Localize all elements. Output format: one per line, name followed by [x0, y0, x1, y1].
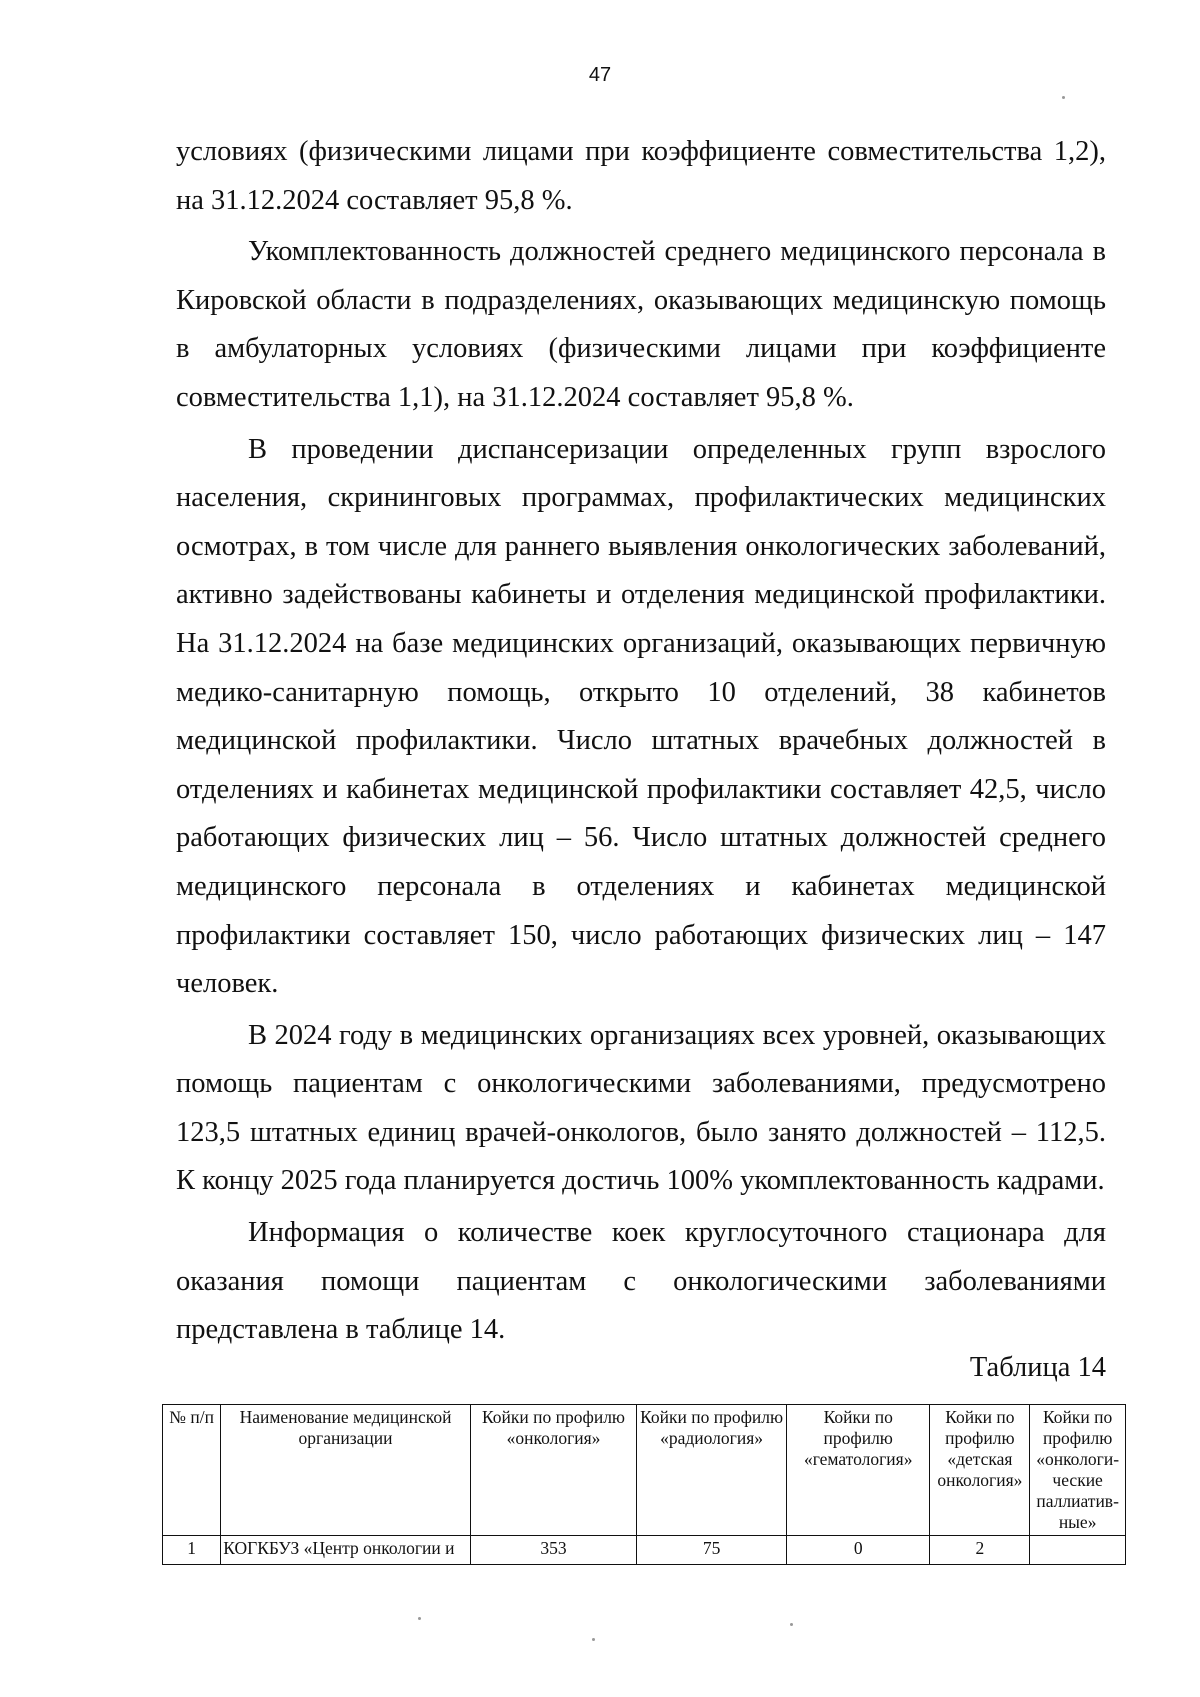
beds-table	[162, 1404, 1126, 1565]
cell-radiology: 75	[637, 1536, 787, 1565]
table-caption: Таблица 14	[969, 1352, 1106, 1383]
cell-oncology: 353	[470, 1536, 636, 1565]
cell-hematology: 0	[786, 1536, 930, 1565]
cell-number: 1	[163, 1536, 221, 1565]
header-hematology: Койки по профилю «гематология»	[786, 1405, 930, 1536]
table-header-row	[163, 1405, 1126, 1536]
header-oncology: Койки по профилю «онкология»	[470, 1405, 636, 1536]
body-text	[176, 128, 1106, 1358]
paragraph-1: условиях (физическими лицами при коэффициенте совместительства 1,2), на 31.12.2024 составляет 95,8 %.	[176, 136, 1106, 216]
header-organization: Наименование медицинской организации	[221, 1405, 471, 1536]
scan-speck	[592, 1638, 595, 1641]
header-number: № п/п	[163, 1405, 221, 1536]
paragraph-2: Укомплектованность должностей среднего медицинского персонала в Кировской области в подразделениях, оказывающих медицинскую помощь в амбулаторных условиях (физическими лицами при коэффициенте совместительства 1,1), на 31.12.2024 составляет 95,8 %.	[176, 236, 1106, 413]
scan-speck	[790, 1623, 793, 1626]
paragraph-4: В 2024 году в медицинских организациях всех уровней, оказывающих помощь пациентам с онкологическими заболеваниями, предусмотрено 123,5 штатных единиц врачей-онкологов, было занято должностей – 112,5. К концу 2025 года планируется достичь 100% укомплектованность кадрами.	[176, 1019, 1106, 1197]
header-pediatric-oncology: Койки по профилю «детская онкология»	[930, 1405, 1030, 1536]
scan-speck	[418, 1617, 421, 1620]
table-row	[163, 1536, 1126, 1565]
header-palliative: Койки по профилю «онкологи-ческие паллиатив-ные»	[1030, 1405, 1126, 1536]
scan-speck	[1062, 96, 1065, 99]
page-number: 47	[588, 64, 612, 86]
cell-pediatric-oncology: 2	[930, 1536, 1030, 1565]
cell-palliative	[1030, 1536, 1126, 1565]
paragraph-3: В проведении диспансеризации определенных групп взрослого населения, скрининговых программах, профилактических медицинских осмотрах, в том числе для раннего выявления онкологических заболеваний, активно задействованы кабинеты и отделения медицинской профилактики. На 31.12.2024 на базе медицинских организаций, оказывающих первичную медико-санитарную помощь, открыто 10 отделений, 38 кабинетов медицинской профилактики. Число штатных врачебных должностей в отделениях и кабинетах медицинской профилактики составляет 42,5, число работающих физических лиц – 56. Число штатных должностей среднего медицинского персонала в отделениях и кабинетах медицинской профилактики составляет 150, число работающих физических лиц – 147 человек.	[176, 433, 1106, 1000]
cell-organization: КОГКБУЗ «Центр онкологии и	[221, 1536, 471, 1565]
header-radiology: Койки по профилю «радиология»	[637, 1405, 787, 1536]
paragraph-5: Информация о количестве коек круглосуточного стационара для оказания помощи пациентам с онкологическими заболеваниями представлена в таблице 14.	[176, 1217, 1106, 1346]
